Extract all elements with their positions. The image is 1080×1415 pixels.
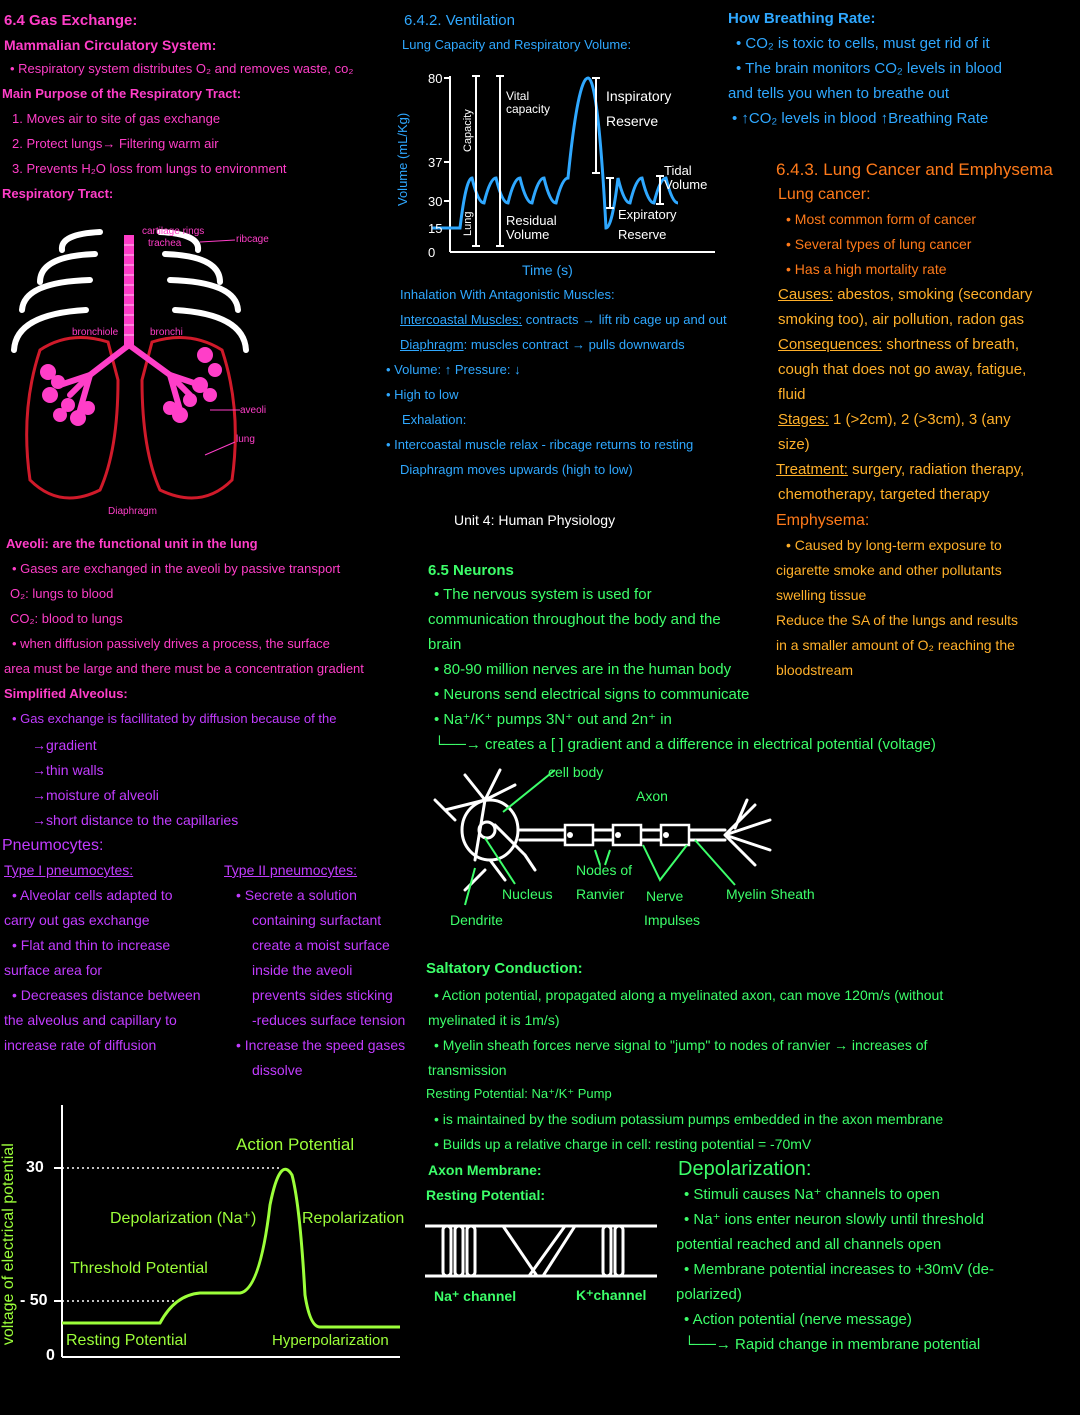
label-cartilage: cartilage rings xyxy=(142,226,205,237)
neurons-title: 6.5 Neurons xyxy=(428,562,514,579)
neuron-line: brain xyxy=(428,636,462,653)
depolarization-line: • Stimuli causes Na⁺ channels to open xyxy=(684,1186,940,1203)
saltatory-line: transmission xyxy=(428,1062,507,1078)
lung-chart-exp1: Expiratory xyxy=(618,207,677,222)
breathing-rate-heading: How Breathing Rate: xyxy=(728,10,876,27)
arrow-gradient: →gradient xyxy=(32,737,97,753)
label-bronchiole: bronchiole xyxy=(72,327,119,338)
purpose-2: 2. Protect lungs→ Filtering warm air xyxy=(12,136,219,151)
neuron-line: • Neurons send electrical signs to communicate xyxy=(434,686,750,703)
respiratory-tract-diagram xyxy=(0,210,290,520)
co2-line: CO₂: blood to lungs xyxy=(10,611,123,626)
lung-chart-tick: 80 xyxy=(428,71,443,86)
lung-chart-res1: Residual xyxy=(506,213,557,228)
type2-line: create a moist surface xyxy=(252,937,390,953)
pump-line-1: • is maintained by the sodium potassium pumps embedded in the axon membrane xyxy=(434,1111,944,1127)
stages-line-2: size) xyxy=(778,436,810,453)
diffusion-1: • when diffusion passively drives a process, the surface xyxy=(12,636,330,651)
purpose-3: 3. Prevents H₂O loss from lungs to environment xyxy=(12,161,287,176)
label-diaphragm: Diaphragm xyxy=(108,506,157,517)
resp-distributes: • Respiratory system distributes O₂ and removes waste, co₂ xyxy=(10,61,354,76)
exhalation-heading: Exhalation: xyxy=(402,412,467,427)
neuron-line: communication throughout the body and the xyxy=(428,611,721,628)
ap-tick-minus50: - 50 xyxy=(20,1292,48,1309)
diffusion-2: area must be large and there must be a concentration gradient xyxy=(4,661,364,676)
depolarization-line: polarized) xyxy=(676,1286,742,1303)
diaphragm-term: Diaphragm xyxy=(400,337,464,352)
label-alveoli: aveoli xyxy=(240,405,267,416)
lung-chart-capacity-v: Capacity xyxy=(462,109,474,152)
lung-chart-exp2: Reserve xyxy=(618,227,667,242)
facilitated-line: • Gas exchange is facillitated by diffusion because of the xyxy=(12,711,337,726)
conseq-line-3: fluid xyxy=(778,386,806,403)
lung-chart-tidal1: Tidal xyxy=(664,163,692,178)
resting-potential-heading: Resting Potential: xyxy=(426,1187,546,1203)
causes-line-2: smoking too), air pollution, radon gas xyxy=(778,311,1024,328)
breathing-line: • CO₂ is toxic to cells, must get rid of it xyxy=(736,35,990,52)
neuron-nodes2-label: Ranvier xyxy=(576,886,625,902)
type2-line: • Increase the speed gases xyxy=(236,1037,406,1053)
type1-line: carry out gas exchange xyxy=(4,912,150,928)
type2-line: • Secrete a solution xyxy=(236,887,357,903)
type1-line: • Decreases distance between xyxy=(12,987,201,1003)
neuron-nerve1-label: Nerve xyxy=(646,888,684,904)
type2-line: -reduces surface tension xyxy=(252,1012,406,1028)
arrow-thin-walls: →thin walls xyxy=(32,762,104,778)
arrow-short-distance: →short distance to the capillaries xyxy=(32,812,239,828)
simplified-heading: Simplified Alveolus: xyxy=(4,686,128,701)
conseq-line xyxy=(778,336,1019,353)
lung-chart-tick: 37 xyxy=(428,155,443,170)
intercostal-desc: contracts → lift rib cage up and out xyxy=(522,312,727,327)
depolarization-line: └──→ Rapid change in membrane potential xyxy=(684,1336,981,1353)
conseq-term: Consequences: xyxy=(778,336,883,353)
axon-membrane-diagram xyxy=(425,1222,660,1282)
stages-term: Stages: xyxy=(778,411,829,428)
emphysema-line: cigarette smoke and other pollutants xyxy=(776,562,1002,578)
pneumocytes-heading: Pneumocytes: xyxy=(2,837,104,854)
purpose-1: 1. Moves air to site of gas exchange xyxy=(12,111,221,126)
ventilation-title: 6.4.2. Ventilation xyxy=(404,12,515,29)
lung-chart-ylabel: Volume (mL/Kg) xyxy=(395,112,410,206)
intercostal-term: Intercoastal Muscles: xyxy=(400,312,523,327)
o2-line: O₂: lungs to blood xyxy=(10,586,114,601)
treatment-line xyxy=(776,461,1024,478)
label-bronchi: bronchi xyxy=(150,327,183,338)
lung-capacity-heading: Lung Capacity and Respiratory Volume: xyxy=(402,37,632,52)
lung-cancer-line: • Has a high mortality rate xyxy=(786,261,947,277)
label-trachea: trachea xyxy=(148,238,182,249)
causes-line xyxy=(778,286,1032,303)
type1-line: increase rate of diffusion xyxy=(4,1037,157,1053)
emphysema-line: • Caused by long-term exposure to xyxy=(786,537,1002,553)
exhale-line-2: Diaphragm moves upwards (high to low) xyxy=(400,462,633,477)
stages-line xyxy=(778,411,1011,428)
main-purpose-heading: Main Purpose of the Respiratory Tract: xyxy=(2,86,242,101)
arrow-moisture: →moisture of alveoli xyxy=(32,787,159,803)
resp-tract-heading: Respiratory Tract: xyxy=(2,186,114,201)
causes-term: Causes: xyxy=(778,286,834,303)
depolarization-line: • Membrane potential increases to +30mV (de- xyxy=(684,1261,994,1278)
saltatory-line: • Action potential, propagated along a myelinated axon, can move 120m/s (without xyxy=(434,987,944,1003)
type2-line: dissolve xyxy=(252,1062,303,1078)
volume-pressure-line: • Volume: ↑ Pressure: ↓ xyxy=(386,362,521,377)
saltatory-line: • Myelin sheath forces nerve signal to "jump" to nodes of ranvier → increases of xyxy=(434,1037,928,1053)
lung-chart-vital: Vital xyxy=(506,89,530,103)
depolarization-line: • Na⁺ ions enter neuron slowly until threshold xyxy=(684,1211,984,1228)
type2-line: containing surfactant xyxy=(252,912,382,928)
alveoli-gas: • Gases are exchanged in the aveoli by passive transport xyxy=(12,561,341,576)
type1-line: • Flat and thin to increase xyxy=(12,937,171,953)
neuron-nodes1-label: Nodes of xyxy=(576,862,633,878)
neuron-line: • 80-90 million nerves are in the human body xyxy=(434,661,732,678)
treatment-line-2: chemotherapy, targeted therapy xyxy=(778,486,990,503)
lung-chart-vital-capacity: capacity xyxy=(506,102,551,116)
ap-depol-label: Depolarization (Na⁺) xyxy=(110,1210,257,1227)
na-channel-label: Na⁺ channel xyxy=(434,1288,517,1304)
ap-ylabel: voltage of electrical potential xyxy=(0,1143,17,1346)
type1-line: • Alveolar cells adapted to xyxy=(12,887,173,903)
emphysema-line: Reduce the SA of the lungs and results xyxy=(776,612,1019,628)
depolarization-line: • Action potential (nerve message) xyxy=(684,1311,912,1328)
neuron-line: └──→ creates a [ ] gradient and a difference in electrical potential (voltage) xyxy=(434,736,936,753)
ap-threshold-label: Threshold Potential xyxy=(70,1260,208,1277)
neuron-cell-body-label: cell body xyxy=(548,764,604,780)
depolarization-heading: Depolarization: xyxy=(678,1158,812,1180)
intercostal-line xyxy=(400,313,727,328)
k-channel-label: K⁺channel xyxy=(576,1287,647,1303)
ap-tick-0: 0 xyxy=(46,1347,55,1364)
emphysema-line: in a smaller amount of O₂ reaching the xyxy=(776,637,1015,653)
label-lung: lung xyxy=(236,434,255,445)
lung-chart-res2: Volume xyxy=(506,227,550,242)
breathing-line: and tells you when to breathe out xyxy=(728,85,949,102)
section-title-gas-exchange: 6.4 Gas Exchange: xyxy=(4,12,138,29)
ap-action-label: Action Potential xyxy=(236,1135,355,1154)
breathing-line: • ↑CO₂ levels in blood ↑Breathing Rate xyxy=(732,110,989,127)
lung-chart-insp2: Reserve xyxy=(606,113,659,129)
neuron-nerve2-label: Impulses xyxy=(644,912,701,928)
neuron-nucleus-label: Nucleus xyxy=(502,886,553,902)
lung-cancer-line: • Most common form of cancer xyxy=(786,211,977,227)
alveoli-def: Aveoli: are the functional unit in the lung xyxy=(6,536,258,551)
mammalian-heading: Mammalian Circulatory System: xyxy=(4,37,217,53)
treatment-desc: surgery, radiation therapy, xyxy=(847,461,1025,478)
saltatory-heading: Saltatory Conduction: xyxy=(426,960,583,977)
stages-desc: 1 (>2cm), 2 (>3cm), 3 (any xyxy=(828,411,1011,428)
type1-heading: Type I pneumocytes: xyxy=(4,862,134,878)
treatment-term: Treatment: xyxy=(776,461,848,478)
diaphragm-desc: : muscles contract → pulls downwards xyxy=(463,337,685,352)
neuron-myelin-label: Myelin Sheath xyxy=(726,886,815,902)
lung-chart-lung-v: Lung xyxy=(462,211,474,236)
unit-title: Unit 4: Human Physiology xyxy=(454,512,616,528)
type2-line: prevents sides sticking xyxy=(252,987,393,1003)
emphysema-line: bloodstream xyxy=(776,662,854,678)
inhalation-heading: Inhalation With Antagonistic Muscles: xyxy=(400,287,615,302)
breathing-line: • The brain monitors CO₂ levels in blood xyxy=(736,60,1002,77)
axon-membrane-heading: Axon Membrane: xyxy=(428,1162,542,1178)
ap-resting-label: Resting Potential xyxy=(66,1332,187,1349)
type2-line: inside the aveoli xyxy=(252,962,353,978)
neuron-dendrite-label: Dendrite xyxy=(450,912,503,928)
label-ribcage: ribcage xyxy=(236,234,269,245)
lung-chart-tidal2: Volume xyxy=(664,177,708,192)
lung-cancer-heading: Lung cancer: xyxy=(778,186,871,203)
causes-desc: abestos, smoking (secondary xyxy=(833,286,1033,303)
emphysema-line: swelling tissue xyxy=(776,587,867,603)
depolarization-line: potential reached and all channels open xyxy=(676,1236,942,1253)
pump-line-2: • Builds up a relative charge in cell: resting potential = -70mV xyxy=(434,1136,812,1152)
neuron-line: • Na⁺/K⁺ pumps 3N⁺ out and 2n⁺ in xyxy=(434,711,672,728)
exhale-line-1: • Intercoastal muscle relax - ribcage returns to resting xyxy=(386,437,694,452)
neuron-line: • The nervous system is used for xyxy=(434,586,652,603)
lung-chart-tick: 30 xyxy=(428,194,443,209)
lung-cancer-title: 6.4.3. Lung Cancer and Emphysema xyxy=(776,160,1053,179)
ap-repol-label: Repolarization xyxy=(302,1210,405,1227)
ap-tick-30: 30 xyxy=(26,1159,44,1176)
conseq-desc: shortness of breath, xyxy=(882,336,1019,353)
ap-hyper-label: Hyperpolarization xyxy=(272,1332,389,1349)
lung-cancer-line: • Several types of lung cancer xyxy=(786,236,972,252)
type2-heading: Type II pneumocytes: xyxy=(224,862,358,878)
diaphragm-line xyxy=(400,338,685,353)
lung-chart-tick: 0 xyxy=(428,245,436,260)
conseq-line-2: cough that does not go away, fatigue, xyxy=(778,361,1027,378)
high-to-low-line: • High to low xyxy=(386,387,459,402)
resting-pump-heading: Resting Potential: Na⁺/K⁺ Pump xyxy=(426,1086,612,1101)
neuron-axon-label: Axon xyxy=(636,788,668,804)
type1-line: the alveolus and capillary to xyxy=(4,1012,177,1028)
saltatory-line: myelinated it is 1m/s) xyxy=(428,1012,560,1028)
lung-chart-xlabel: Time (s) xyxy=(522,262,573,278)
lung-chart-tick: 15 xyxy=(428,221,443,236)
lung-chart-insp1: Inspiratory xyxy=(606,88,672,104)
type1-line: surface area for xyxy=(4,962,103,978)
emphysema-heading: Emphysema: xyxy=(776,512,870,529)
